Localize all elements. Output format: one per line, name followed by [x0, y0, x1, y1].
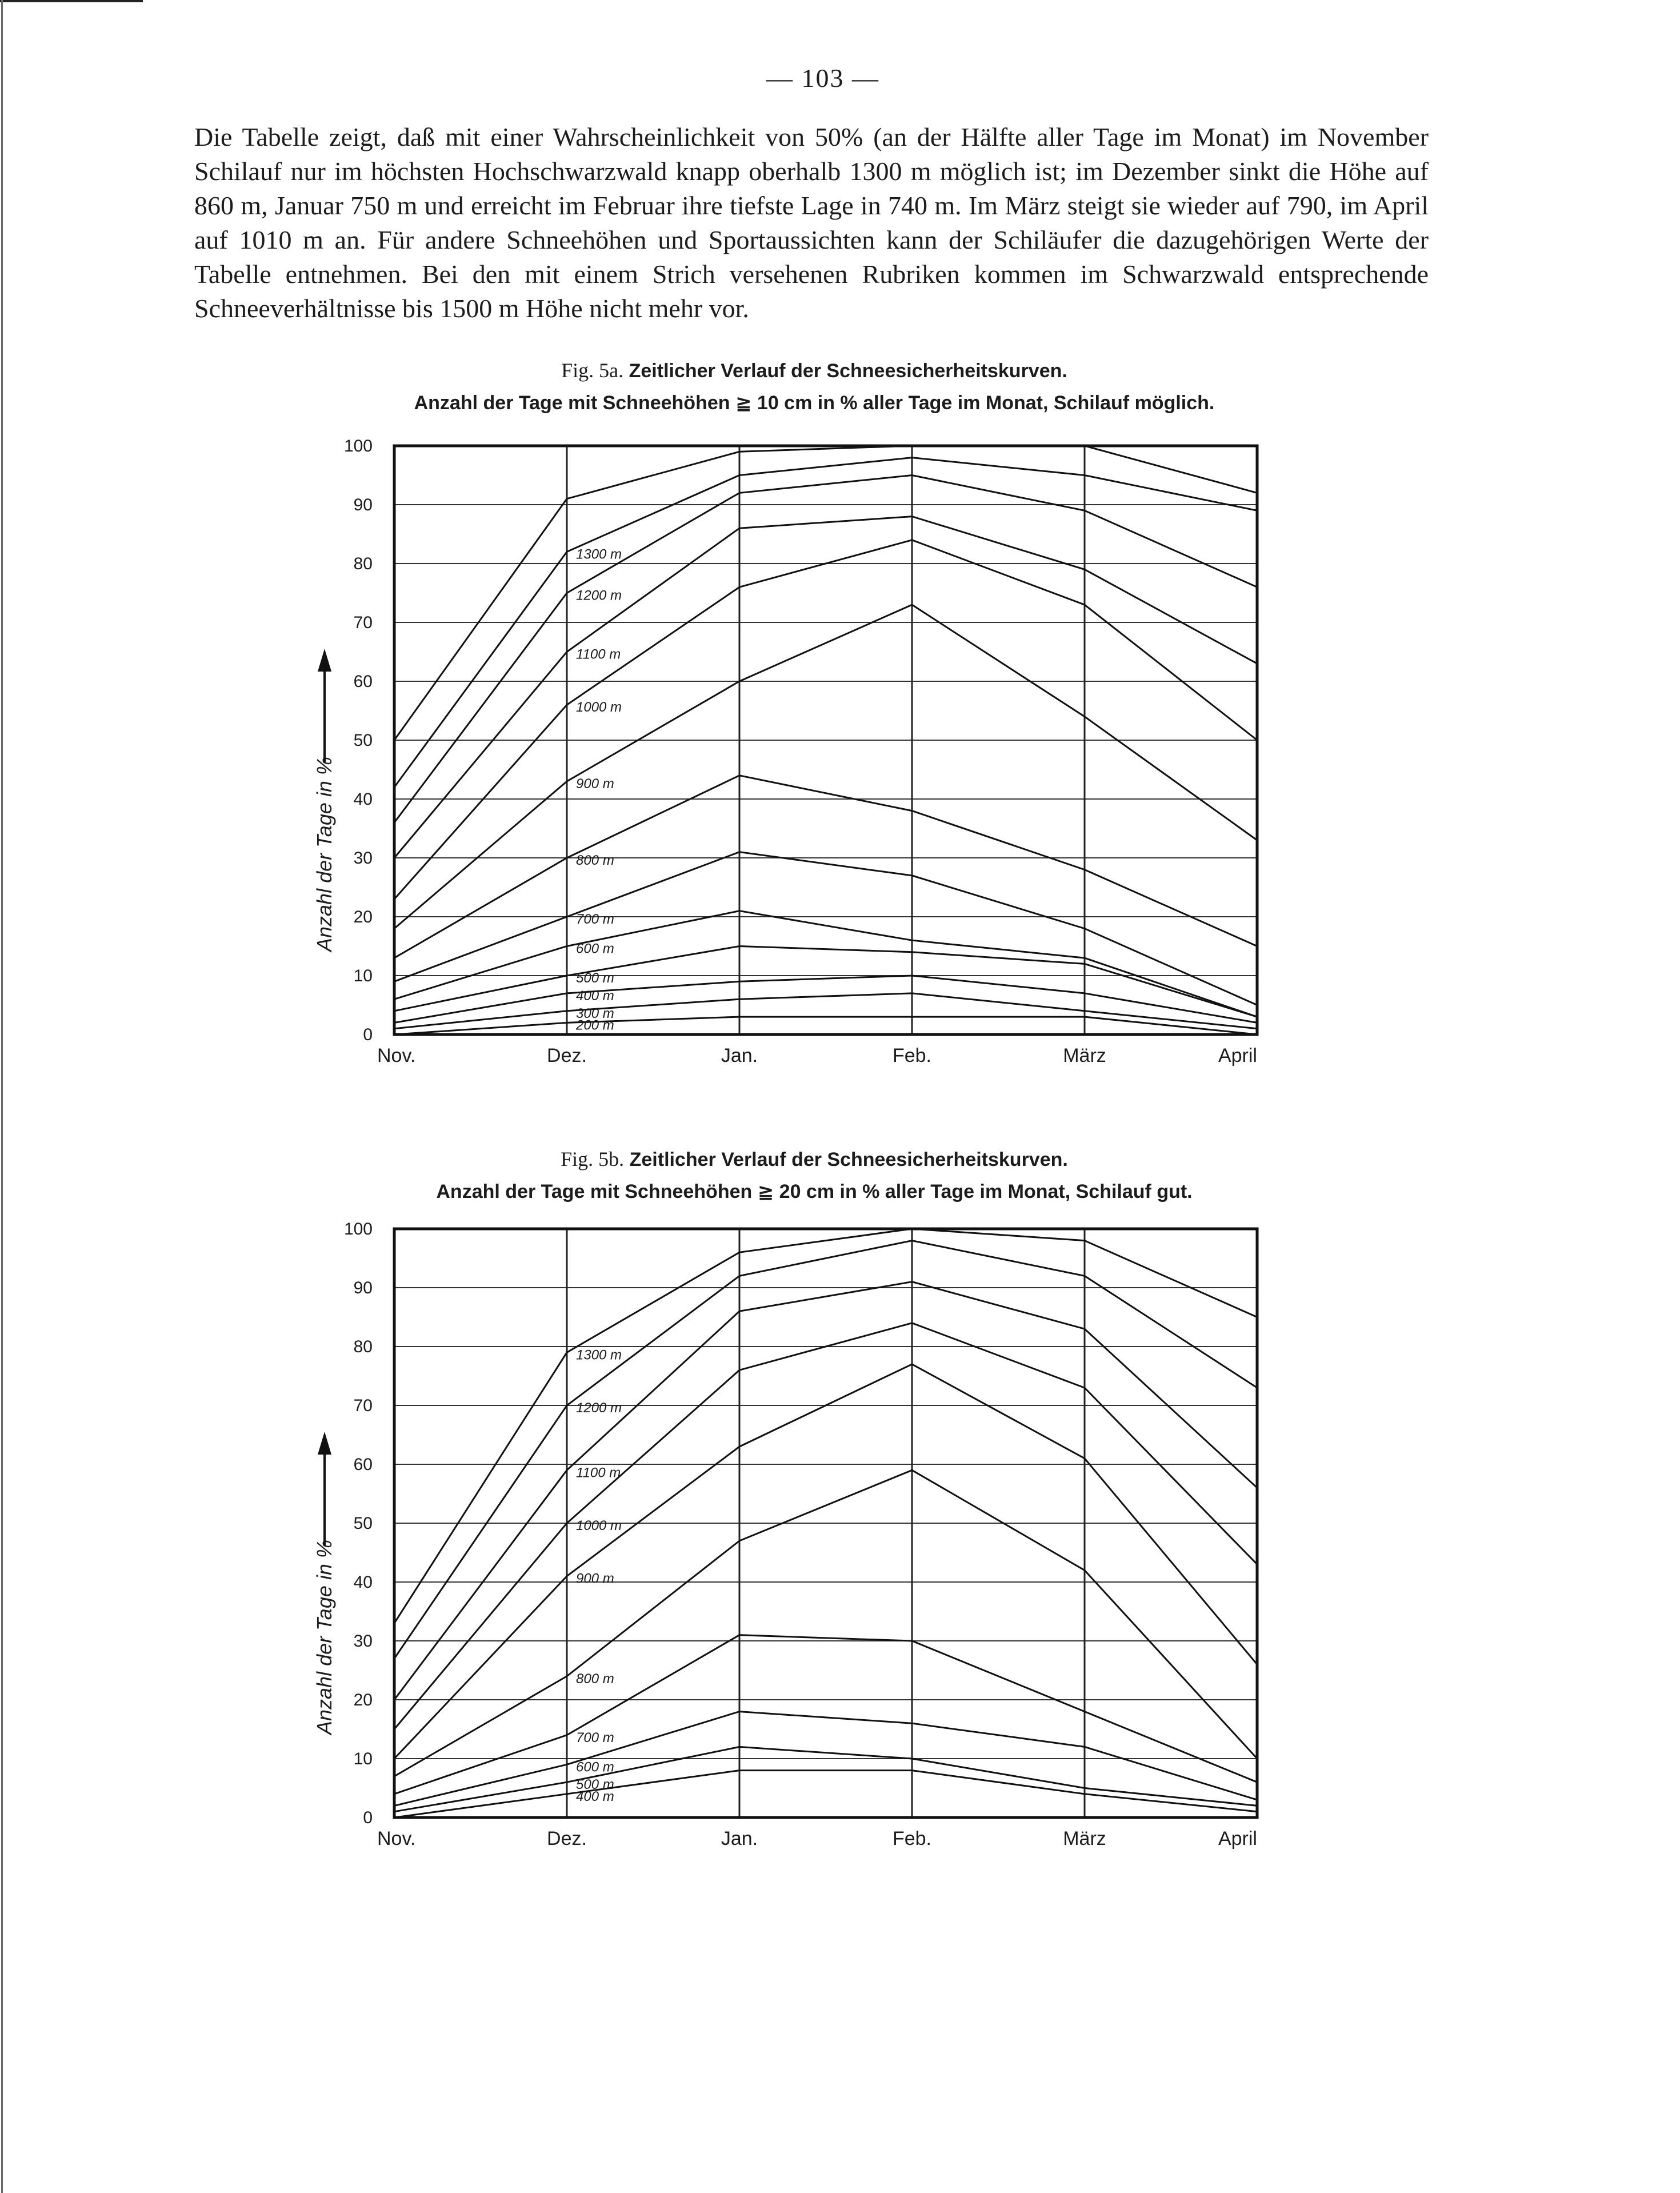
series-line-0 [394, 1017, 1257, 1034]
top-rule [0, 0, 143, 2]
series-label: 400 m [576, 1788, 614, 1804]
series-label: 1200 m [576, 588, 622, 604]
series-label: 1100 m [576, 1465, 621, 1481]
y-axis-arrow-head [318, 649, 331, 672]
figure-5a-chart [0, 423, 1680, 1097]
series-label: 900 m [576, 1571, 614, 1587]
figure-5a-caption [286, 354, 1343, 419]
series-label: 500 m [576, 1777, 614, 1793]
y-tick-label: 60 [353, 1455, 373, 1474]
series-label: 300 m [576, 1005, 614, 1021]
series-line-1 [394, 1747, 1257, 1811]
y-tick-label: 100 [343, 437, 373, 456]
figure-5a-subtitle: Anzahl der Tage mit Schneehöhen ≧ 10 cm in % aller Tage im Monat, Schilauf möglich. [414, 392, 1215, 414]
series-line-8 [394, 1241, 1257, 1659]
page-number: — 103 — [766, 63, 879, 93]
series-label: 400 m [576, 988, 614, 1004]
y-tick-label: 40 [353, 1573, 373, 1592]
figure-5b-label: Fig. 5b. [561, 1148, 625, 1171]
series-line-1 [394, 993, 1257, 1029]
y-tick-label: 10 [353, 1749, 373, 1768]
y-axis-label: Anzahl der Tage in % [313, 1540, 336, 1735]
y-tick-label: 10 [353, 966, 373, 985]
series-line-7 [394, 1282, 1257, 1700]
series-label: 700 m [576, 912, 614, 927]
y-tick-label: 20 [353, 1691, 373, 1709]
series-line-6 [394, 1323, 1257, 1729]
y-tick-label: 60 [353, 672, 373, 691]
y-tick-label: 80 [353, 554, 373, 573]
y-tick-label: 20 [353, 908, 373, 926]
series-line-0 [394, 1771, 1257, 1817]
x-category-label: Nov. [377, 1045, 416, 1066]
y-tick-label: 50 [353, 1514, 373, 1533]
series-line-10 [394, 476, 1257, 823]
x-category-label: Dez. [547, 1045, 587, 1066]
x-category-label: Feb. [892, 1828, 932, 1850]
figure-5b-subtitle: Anzahl der Tage mit Schneehöhen ≧ 20 cm in % aller Tage im Monat, Schilauf gut. [436, 1181, 1193, 1203]
series-line-4 [394, 1470, 1257, 1776]
series-label: 500 m [576, 970, 614, 986]
series-label: 1000 m [576, 700, 622, 716]
series-line-9 [394, 517, 1257, 858]
series-label: 1300 m [576, 1347, 622, 1363]
series-line-3 [394, 946, 1257, 1017]
y-axis-label: Anzahl der Tage in % [313, 757, 336, 952]
x-category-label: April [1218, 1828, 1257, 1850]
y-tick-label: 70 [353, 613, 373, 632]
y-axis-arrow-head [318, 1432, 331, 1455]
series-label: 900 m [576, 776, 614, 792]
y-tick-label: 0 [363, 1025, 373, 1044]
y-tick-label: 0 [363, 1808, 373, 1827]
x-category-label: März [1063, 1828, 1106, 1850]
series-line-7 [394, 605, 1257, 929]
x-category-label: Nov. [377, 1828, 416, 1850]
y-tick-label: 40 [353, 790, 373, 809]
y-tick-label: 90 [353, 1279, 373, 1297]
series-label: 1100 m [576, 646, 621, 662]
x-category-label: Dez. [547, 1828, 587, 1850]
y-tick-label: 50 [353, 731, 373, 750]
figure-5b-chart [0, 1212, 1680, 1880]
x-category-label: April [1218, 1045, 1257, 1066]
series-label: 600 m [576, 1759, 614, 1775]
y-tick-label: 30 [353, 849, 373, 868]
series-label: 1000 m [576, 1518, 622, 1533]
series-label: 1300 m [576, 546, 622, 562]
y-tick-label: 30 [353, 1632, 373, 1651]
y-tick-label: 100 [343, 1220, 373, 1239]
figure-5a-label: Fig. 5a. [561, 359, 624, 382]
series-label: 800 m [576, 853, 614, 868]
series-label: 700 m [576, 1729, 614, 1745]
figure-5b-caption [286, 1143, 1343, 1208]
series-line-6 [394, 776, 1257, 958]
x-category-label: März [1063, 1045, 1106, 1066]
x-category-label: Jan. [721, 1828, 758, 1850]
series-label: 600 m [576, 941, 614, 957]
x-category-label: Feb. [892, 1045, 932, 1066]
x-category-label: Jan. [721, 1045, 758, 1066]
series-label: 200 m [576, 1017, 614, 1033]
y-tick-label: 90 [353, 496, 373, 514]
series-label: 1200 m [576, 1400, 622, 1416]
y-tick-label: 80 [353, 1337, 373, 1356]
figure-5a-title: Zeitlicher Verlauf der Schneesicherheitskurven. [629, 360, 1067, 382]
series-label: 800 m [576, 1671, 614, 1687]
figure-5b-title: Zeitlicher Verlauf der Schneesicherheitskurven. [629, 1149, 1068, 1171]
series-line-5 [394, 852, 1257, 1005]
y-tick-label: 70 [353, 1396, 373, 1415]
body-paragraph: Die Tabelle zeigt, daß mit einer Wahrscheinlichkeit von 50% (an der Hälfte aller Tage im Monat) im November Schilauf nur im höchsten Hochschwarzwald knapp oberhalb 1300 m möglich ist; im Dezember sinkt die Höhe auf 860 m, Januar 750 m und erreicht im Februar ihre tiefste Lage in 740 m. Im März steigt sie wieder auf 790, im April auf 1010 m an. Für andere Schneehöhen und Sportaussichten kann der Schiläufer die dazugehörigen Werte der Tabelle entnehmen. Bei den mit einem Strich versehenen Rubriken kommen im Schwarzwald entsprechende Schneeverhältnisse bis 1500 m Höhe nicht mehr vor. [194, 122, 1429, 323]
